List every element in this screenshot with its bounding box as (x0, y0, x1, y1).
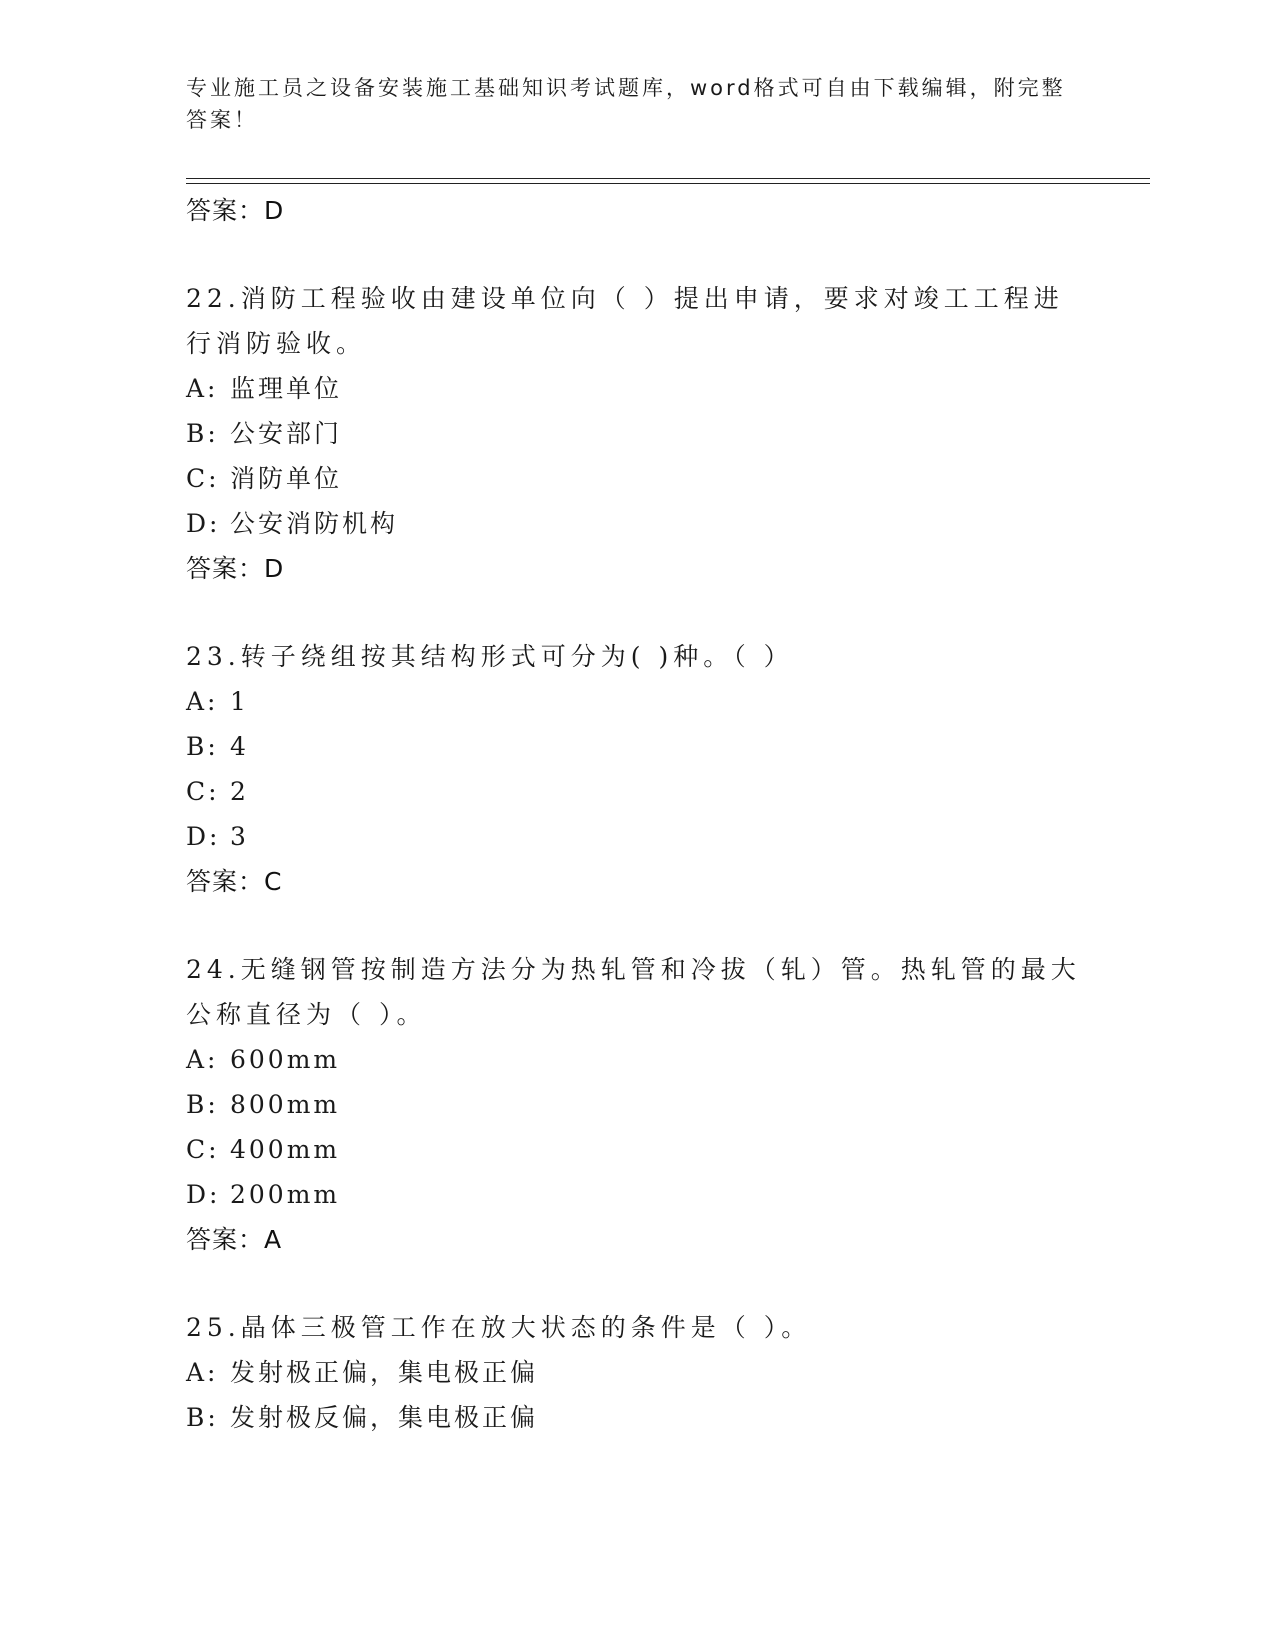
option-b (186, 1395, 1086, 1440)
answer-line: 答案：D (186, 554, 285, 583)
option-key: A: (186, 1358, 219, 1387)
option-key: B: (186, 1090, 219, 1119)
question-list (186, 188, 1086, 1440)
option-value: 3 (230, 822, 249, 851)
option-d (186, 1172, 1086, 1217)
option-c (186, 1127, 1086, 1172)
question-24 (186, 947, 1086, 1263)
option-d (186, 814, 1086, 859)
question-22 (186, 276, 1086, 592)
option-b (186, 724, 1086, 769)
question-text: 22.消防工程验收由建设单位向（ ）提出申请，要求对竣工工程进行消防验收。 (186, 284, 1064, 358)
option-value: 公安部门 (230, 419, 343, 448)
option-key: A: (186, 374, 219, 403)
option-value: 600mm (230, 1045, 341, 1074)
option-key: D: (186, 1180, 221, 1209)
question-text: 25.晶体三极管工作在放大状态的条件是（ ）。 (186, 1313, 812, 1342)
option-key: B: (186, 1403, 219, 1432)
option-value: 发射极反偏，集电极正偏 (230, 1403, 539, 1432)
question-text: 24.无缝钢管按制造方法分为热轧管和冷拔（轧）管。热轧管的最大公称直径为（ ）。 (186, 955, 1081, 1029)
answer-line: 答案：C (186, 867, 283, 896)
option-key: B: (186, 419, 219, 448)
option-value: 800mm (230, 1090, 341, 1119)
header-divider (186, 178, 1150, 179)
document-header: 专业施工员之设备安装施工基础知识考试题库，word格式可自由下载编辑，附完整答案！ (186, 76, 1066, 132)
option-a (186, 366, 1086, 411)
option-value: 1 (230, 687, 249, 716)
option-value: 400mm (230, 1135, 341, 1164)
option-key: A: (186, 687, 219, 716)
option-b (186, 1082, 1086, 1127)
question-23 (186, 634, 1086, 905)
answer-line: 答案：D (186, 196, 285, 225)
header-divider-second (186, 183, 1150, 184)
option-value: 4 (230, 732, 249, 761)
option-value: 公安消防机构 (230, 509, 399, 538)
option-d (186, 501, 1086, 546)
answer-line: 答案：A (186, 1225, 283, 1254)
option-value: 监理单位 (230, 374, 343, 403)
option-a (186, 1350, 1086, 1395)
option-value: 200mm (230, 1180, 341, 1209)
option-key: A: (186, 1045, 219, 1074)
option-value: 发射极正偏，集电极正偏 (230, 1358, 539, 1387)
option-key: C: (186, 777, 220, 806)
option-key: D: (186, 509, 221, 538)
option-key: C: (186, 464, 220, 493)
option-key: B: (186, 732, 219, 761)
option-a (186, 679, 1086, 724)
option-value: 消防单位 (230, 464, 343, 493)
option-b (186, 411, 1086, 456)
option-a (186, 1037, 1086, 1082)
option-key: D: (186, 822, 221, 851)
question-25 (186, 1305, 1086, 1440)
option-c (186, 769, 1086, 814)
option-key: C: (186, 1135, 220, 1164)
option-c (186, 456, 1086, 501)
option-value: 2 (230, 777, 249, 806)
question-text: 23.转子绕组按其结构形式可分为( )种。（ ） (186, 642, 794, 671)
